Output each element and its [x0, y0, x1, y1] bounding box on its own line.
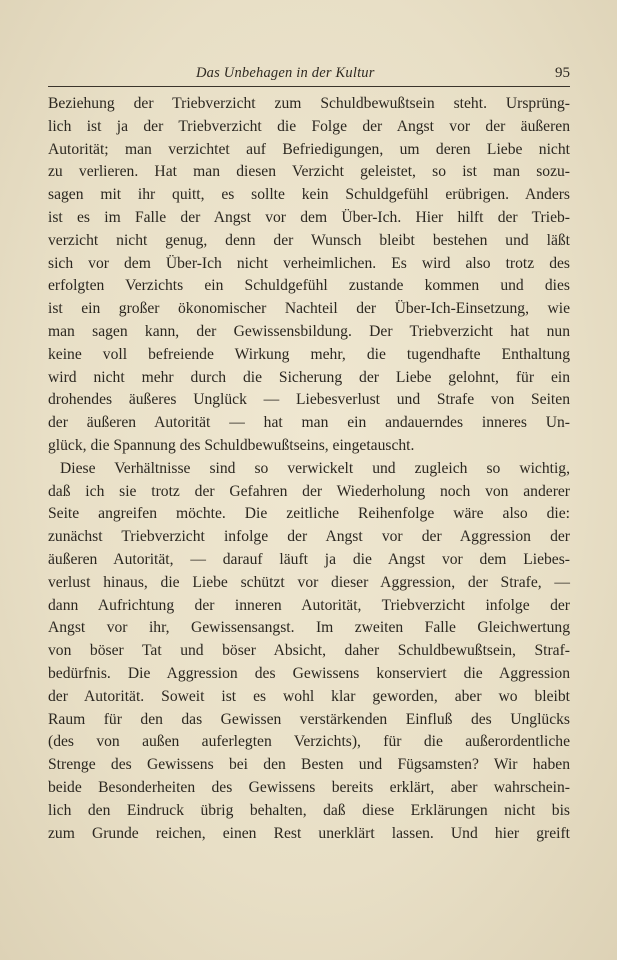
text-line: sagen mit ihr quitt, es sollte kein Schuldgefühl erübrigen. Anders: [48, 186, 570, 204]
text-line: (des von außen auferlegten Verzichts), für die außerordentliche: [48, 733, 570, 751]
text-line: verlust hinaus, die Liebe schützt vor dieser Aggression, der Strafe, —: [48, 573, 570, 591]
text-line: man sagen kann, der Gewissensbildung. Der Triebverzicht hat nun: [48, 322, 570, 340]
text-line: wird nicht mehr durch die Sicherung der Liebe gelohnt, für ein: [48, 368, 570, 386]
text-line: verzicht nicht genug, denn der Wunsch bleibt bestehen und läßt: [48, 231, 570, 249]
text-line: Beziehung der Triebverzicht zum Schuldbewußtsein steht. Ursprüng-: [48, 95, 570, 112]
text-line: beide Besonderheiten des Gewissens bereits erklärt, aber wahrschein-: [48, 778, 570, 796]
body-text: [48, 93, 570, 845]
text-line: glück, die Spannung des Schuldbewußtseins, eingetauscht.: [48, 436, 415, 454]
text-line: Raum für den das Gewissen verstärkenden Einfluß des Unglücks: [48, 710, 570, 728]
text-line: drohendes äußeres Unglück — Liebesverlust und Strafe von Seiten: [48, 391, 570, 409]
running-head: [48, 60, 570, 87]
text-line: der äußeren Autorität — hat man ein andauerndes inneres Un-: [48, 414, 570, 432]
text-line: ist ein großer ökonomischer Nachteil der Über-Ich-Einsetzung, wie: [48, 300, 570, 318]
text-line: lich den Eindruck übrig behalten, daß diese Erklärungen nicht bis: [48, 801, 570, 819]
text-line: ist es im Falle der Angst vor dem Über-Ich. Hier hilft der Trieb-: [48, 208, 570, 226]
page-number: 95: [555, 65, 570, 81]
paragraph-2: [48, 458, 570, 846]
text-line: erfolgten Verzichts ein Schuldgefühl zustande kommen und dies: [48, 277, 570, 295]
text-line: Diese Verhältnisse sind so verwickelt und zugleich so wichtig,: [60, 459, 570, 477]
paragraph-1: [48, 93, 570, 458]
text-line: der Autorität. Soweit ist es wohl klar geworden, aber wo bleibt: [48, 687, 570, 705]
text-line: sich vor dem Über-Ich nicht verheimlichen. Es wird also trotz des: [48, 254, 570, 272]
text-line: daß ich sie trotz der Gefahren der Wiederholung noch von anderer: [48, 482, 570, 500]
text-line: Angst vor ihr, Gewissensangst. Im zweiten Falle Gleichwertung: [48, 619, 570, 637]
text-line: zu verlieren. Hat man diesen Verzicht geleistet, so ist man sozu-: [48, 163, 570, 181]
text-line: Autorität; man verzichtet auf Befriedigungen, um deren Liebe nicht: [48, 140, 570, 158]
running-title: Das Unbehagen in der Kultur: [196, 65, 375, 81]
text-line: lich ist ja der Triebverzicht die Folge der Angst vor der äußeren: [48, 117, 570, 135]
text-line: Seite angreifen möchte. Die zeitliche Reihenfolge wäre also die:: [48, 505, 570, 523]
text-line: keine voll befreiende Wirkung mehr, die tugendhafte Enthaltung: [48, 345, 570, 363]
text-line: zum Grunde reichen, einen Rest unerklärt lassen. Und hier greift: [48, 824, 570, 842]
text-line: bedürfnis. Die Aggression des Gewissens konserviert die Aggression: [48, 664, 570, 682]
text-line: von böser Tat und böser Absicht, daher Schuldbewußtsein, Straf-: [48, 642, 570, 660]
text-line: zunächst Triebverzicht infolge der Angst vor der Aggression der: [48, 528, 570, 546]
text-line: äußeren Autorität, — darauf läuft ja die Angst vor dem Liebes-: [48, 550, 570, 568]
text-line: Strenge des Gewissens bei den Besten und Fügsamsten? Wir haben: [48, 756, 570, 774]
text-line: dann Aufrichtung der inneren Autorität, Triebverzicht infolge der: [48, 596, 570, 614]
